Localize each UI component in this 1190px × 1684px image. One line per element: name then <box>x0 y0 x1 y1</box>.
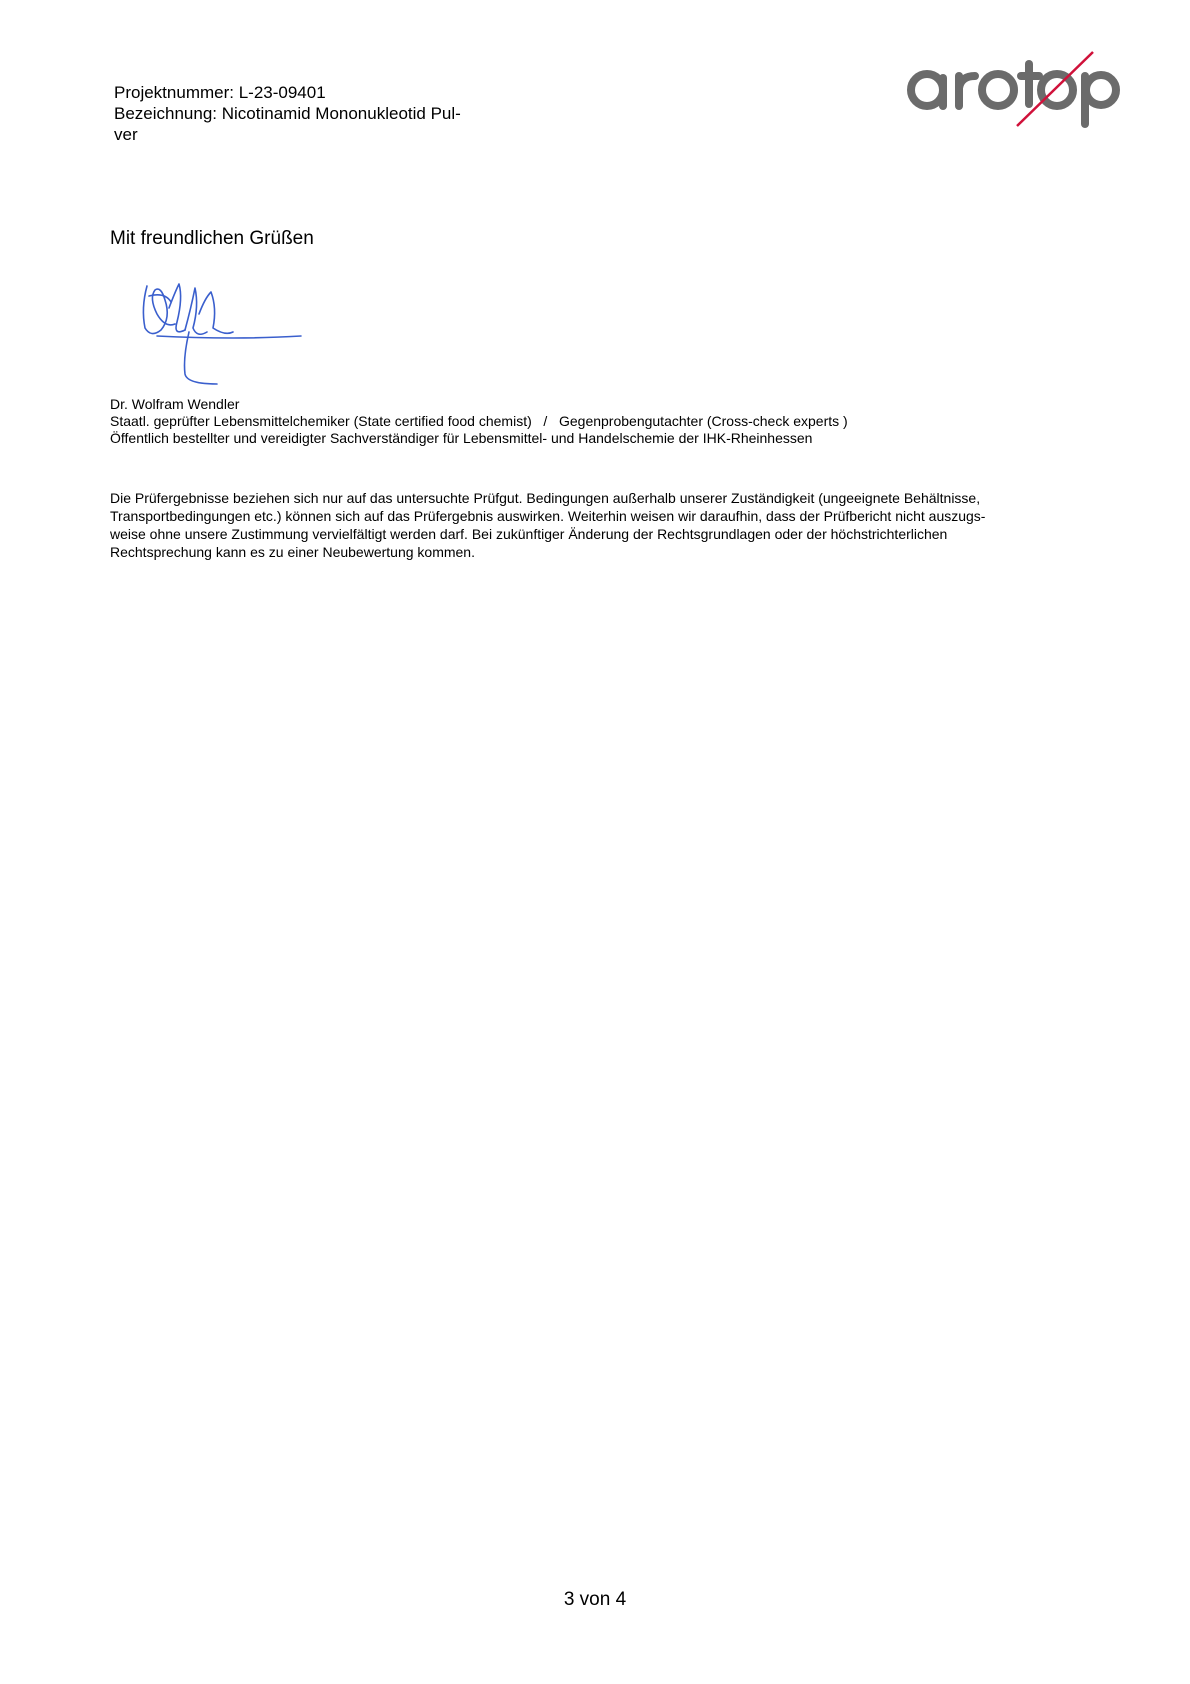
document-header <box>114 82 534 145</box>
project-number: Projektnummer: L-23-09401 <box>114 83 326 102</box>
legal-disclaimer <box>110 489 1120 561</box>
handwritten-signature <box>135 278 310 393</box>
designation-line-1: Bezeichnung: Nicotinamid Mononukleotid Pul- <box>114 104 461 123</box>
signer-name: Dr. Wolfram Wendler <box>110 396 240 412</box>
disclaimer-line: Transportbedingungen etc.) können sich auf das Prüfergebnis auswirken. Weiterhin weisen wir daraufhin, dass der Prüfbericht nicht auszugs- <box>110 508 986 524</box>
disclaimer-line: Die Prüfergebnisse beziehen sich nur auf das untersuchte Prüfgut. Bedingungen außerhalb unserer Zuständigkeit (ungeeignete Behältnisse, <box>110 490 981 506</box>
designation-line-2: ver <box>114 125 138 144</box>
signer-appointment: Öffentlich bestellter und vereidigter Sachverständiger für Lebensmittel- und Handelschemie der IHK-Rheinhessen <box>110 430 813 446</box>
signer-block <box>110 396 848 447</box>
closing-greeting: Mit freundlichen Grüßen <box>110 228 314 249</box>
page-number: 3 von 4 <box>563 1589 627 1610</box>
arotop-logo <box>905 48 1145 130</box>
disclaimer-line: Rechtsprechung kann es zu einer Neubewertung kommen. <box>110 544 475 560</box>
disclaimer-line: weise ohne unsere Zustimmung vervielfältigt werden darf. Bei zukünftiger Änderung der Rechtsgrundlagen oder der höchstrichterlichen <box>110 526 948 542</box>
signer-title: Staatl. geprüfter Lebensmittelchemiker (State certified food chemist) / Gegenprobengutachter (Cross-check experts ) <box>110 413 848 429</box>
